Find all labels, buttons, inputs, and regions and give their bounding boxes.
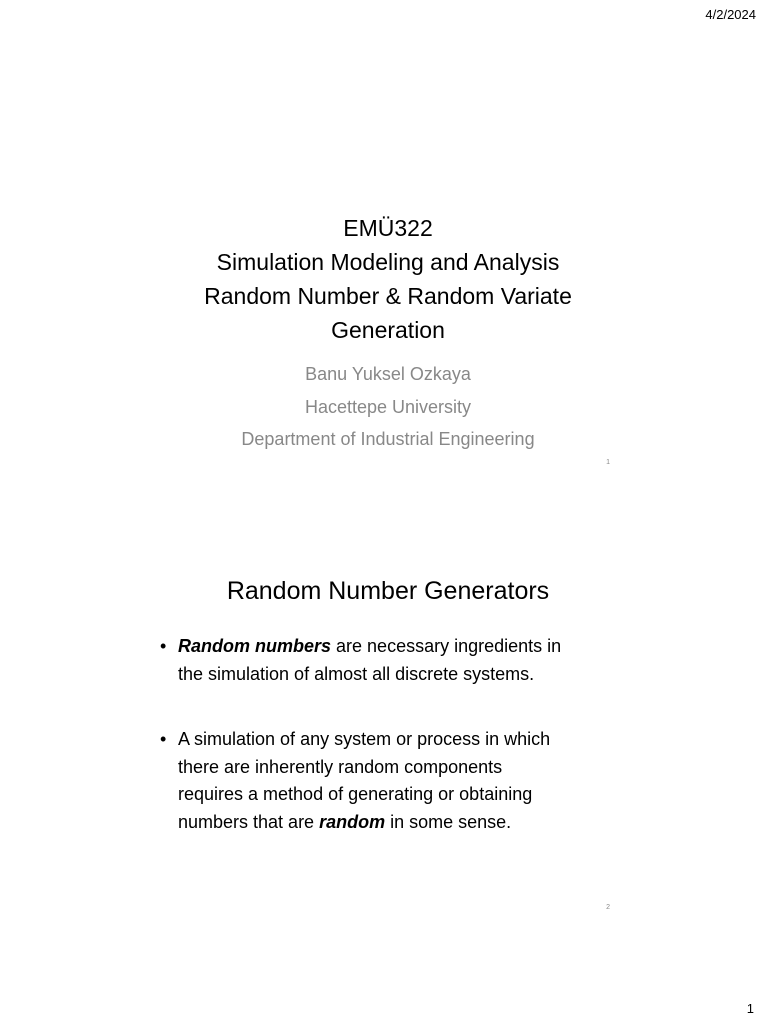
slide-2: [160, 575, 616, 917]
bullet-1-text: are necessary ingredients in: [331, 636, 562, 656]
page-number: 1: [746, 1001, 754, 1016]
slide-1: [160, 131, 616, 473]
bullet-2-line-1: A simulation of any system or process in which: [178, 729, 551, 749]
bullet-icon: •: [160, 729, 167, 749]
university-name: Hacettepe University: [304, 396, 472, 417]
course-code: EMÜ322: [343, 215, 433, 241]
emphasis-random: random: [319, 811, 386, 832]
bullet-item-2: [160, 726, 616, 836]
bullet-list: [160, 633, 616, 874]
course-title: Simulation Modeling and Analysis: [216, 249, 560, 275]
author-name: Banu Yuksel Ozkaya: [305, 364, 471, 384]
bullet-2-text-before: numbers that are: [178, 811, 320, 832]
slide-1-subtitle: [160, 358, 616, 456]
page-date: 4/2/2024: [705, 7, 756, 22]
slide-2-title: Random Number Generators: [226, 577, 550, 605]
bullet-2-line-3: requires a method of generating or obtaining: [178, 784, 533, 804]
topic-title-line-2: Generation: [331, 317, 445, 343]
bullet-2-line-2: there are inherently random components: [178, 756, 503, 777]
emphasis-random-numbers: Random numbers: [178, 636, 332, 656]
bullet-item-1: [160, 633, 616, 688]
bullet-1-line-2: the simulation of almost all discrete systems.: [178, 663, 535, 684]
slide-1-number: 1: [606, 459, 610, 466]
department-name: Department of Industrial Engineering: [241, 429, 535, 449]
slide-1-title: [160, 211, 616, 347]
bullet-1-line-1: [178, 633, 616, 661]
slide-2-number: 2: [606, 904, 610, 911]
bullet-2-text-after: in some sense.: [385, 811, 512, 832]
bullet-2-line-4: [178, 809, 616, 837]
topic-title-line-1: Random Number & Random Variate: [204, 283, 572, 309]
bullet-icon: •: [160, 636, 167, 656]
